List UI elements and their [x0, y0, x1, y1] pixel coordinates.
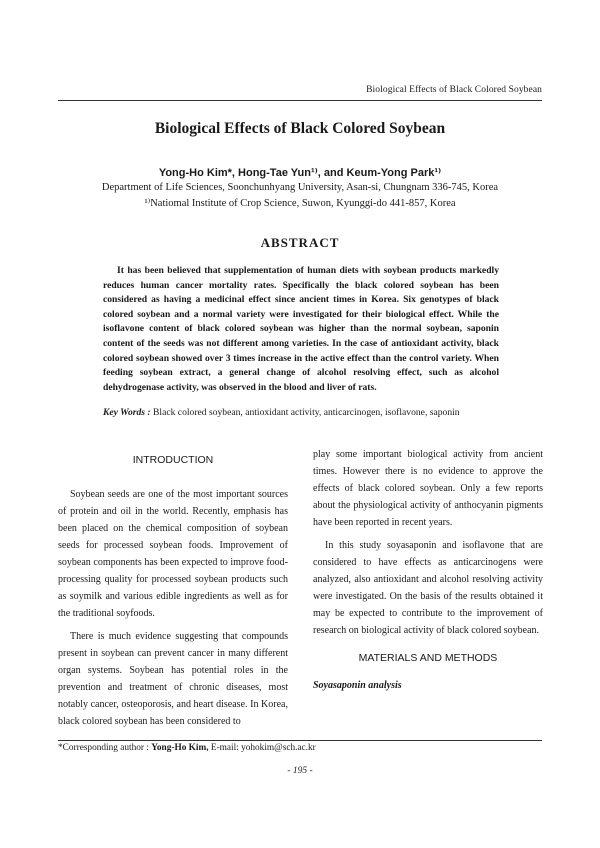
subsection-heading: Soyasaponin analysis	[313, 680, 402, 691]
keywords	[103, 407, 543, 418]
abstract-text: It has been believed that supplementation of human diets with soybean products markedly reduces human cancer mortality rates. Specifically the black colored soybean has been considered as having a medicinal effect since ancient times in Korea. Six genotypes of black colored soybean and a normal variety were investigated for their biological effect. While the isoflavone content of black colored soybean was higher than the normal soybean, saponin content of the seeds was not different among varieties. In the case of antioxidant activity, black colored soybean showed over 3 times increase in the active effect than the control variety. When feeding soybean extract, a general change of alcohol resolving effect, such as alcohol dehydrogenase activity, was observed in the blood and liver of rats.	[103, 265, 499, 393]
affiliation-1: Department of Life Sciences, Soonchunhyang University, Asan-si, Chungnam 336-745, Korea	[101, 182, 499, 193]
running-head: Biological Effects of Black Colored Soybean	[366, 85, 542, 95]
affiliation-2: ¹⁾Natiomal Institute of Crop Science, Suwon, Kyunggi-do 441-857, Korea	[144, 198, 456, 209]
intro-paragraph-1: Soybean seeds are one of the most important sources of protein and oil in the world. Recently, emphasis has been placed on the chemical composition of soybean seeds for processed soybean foods. Improvement of soybean components has been expected to improve food-processing quality for processed soybean products such as soymilk and various edible ingredients as well as for the traditional soyfoods.	[58, 489, 288, 619]
footnote-author: Yong-Ho Kim,	[151, 743, 209, 753]
footnote	[58, 743, 316, 753]
header-rule	[58, 100, 542, 101]
footnote-email: E-mail: yohokim@sch.ac.kr	[208, 743, 316, 753]
paper-title: Biological Effects of Black Colored Soybean	[154, 120, 446, 137]
author-list: Yong-Ho Kim*, Hong-Tae Yun¹⁾, and Keum-Yong Park¹⁾	[158, 167, 442, 179]
keywords-text: Black colored soybean, antioxidant activity, anticarcinogen, isoflavone, saponin	[153, 407, 460, 418]
footnote-prefix: *Corresponding author :	[58, 743, 152, 753]
keywords-label: Key Words :	[103, 407, 151, 418]
intro-paragraph-2: There is much evidence suggesting that compounds present in soybean can prevent cancer in many different organ systems. Soybean has potential roles in the prevention and treatment of chronic diseases, most notably cancer, osteoporosis, and heart disease. In Korea, black colored soybean has been considered to	[58, 631, 288, 727]
intro-paragraph-3: play some important biological activity from ancient times. However there is no evidence to approve the effects of black colored soybean. Only a few reports about the physiological activity of anthocyanin pigments have been reported in recent years.	[313, 449, 543, 528]
right-column	[313, 446, 543, 694]
footnote-rule	[58, 740, 542, 741]
intro-paragraph-4: In this study soyasaponin and isoflavone that are considered to have effects as anticarcinogens were analyzed, also antioxidant and alcohol resolving activity were investigated. On the basis of the results obtained it may be expected to contribute to the improvement of research on biological activity of black colored soybean.	[313, 540, 543, 636]
methods-heading: MATERIALS AND METHODS	[358, 652, 498, 664]
left-column	[58, 446, 288, 730]
introduction-heading: INTRODUCTION	[132, 454, 214, 466]
page-number: - 195 -	[287, 766, 313, 776]
abstract-heading: ABSTRACT	[260, 235, 340, 250]
